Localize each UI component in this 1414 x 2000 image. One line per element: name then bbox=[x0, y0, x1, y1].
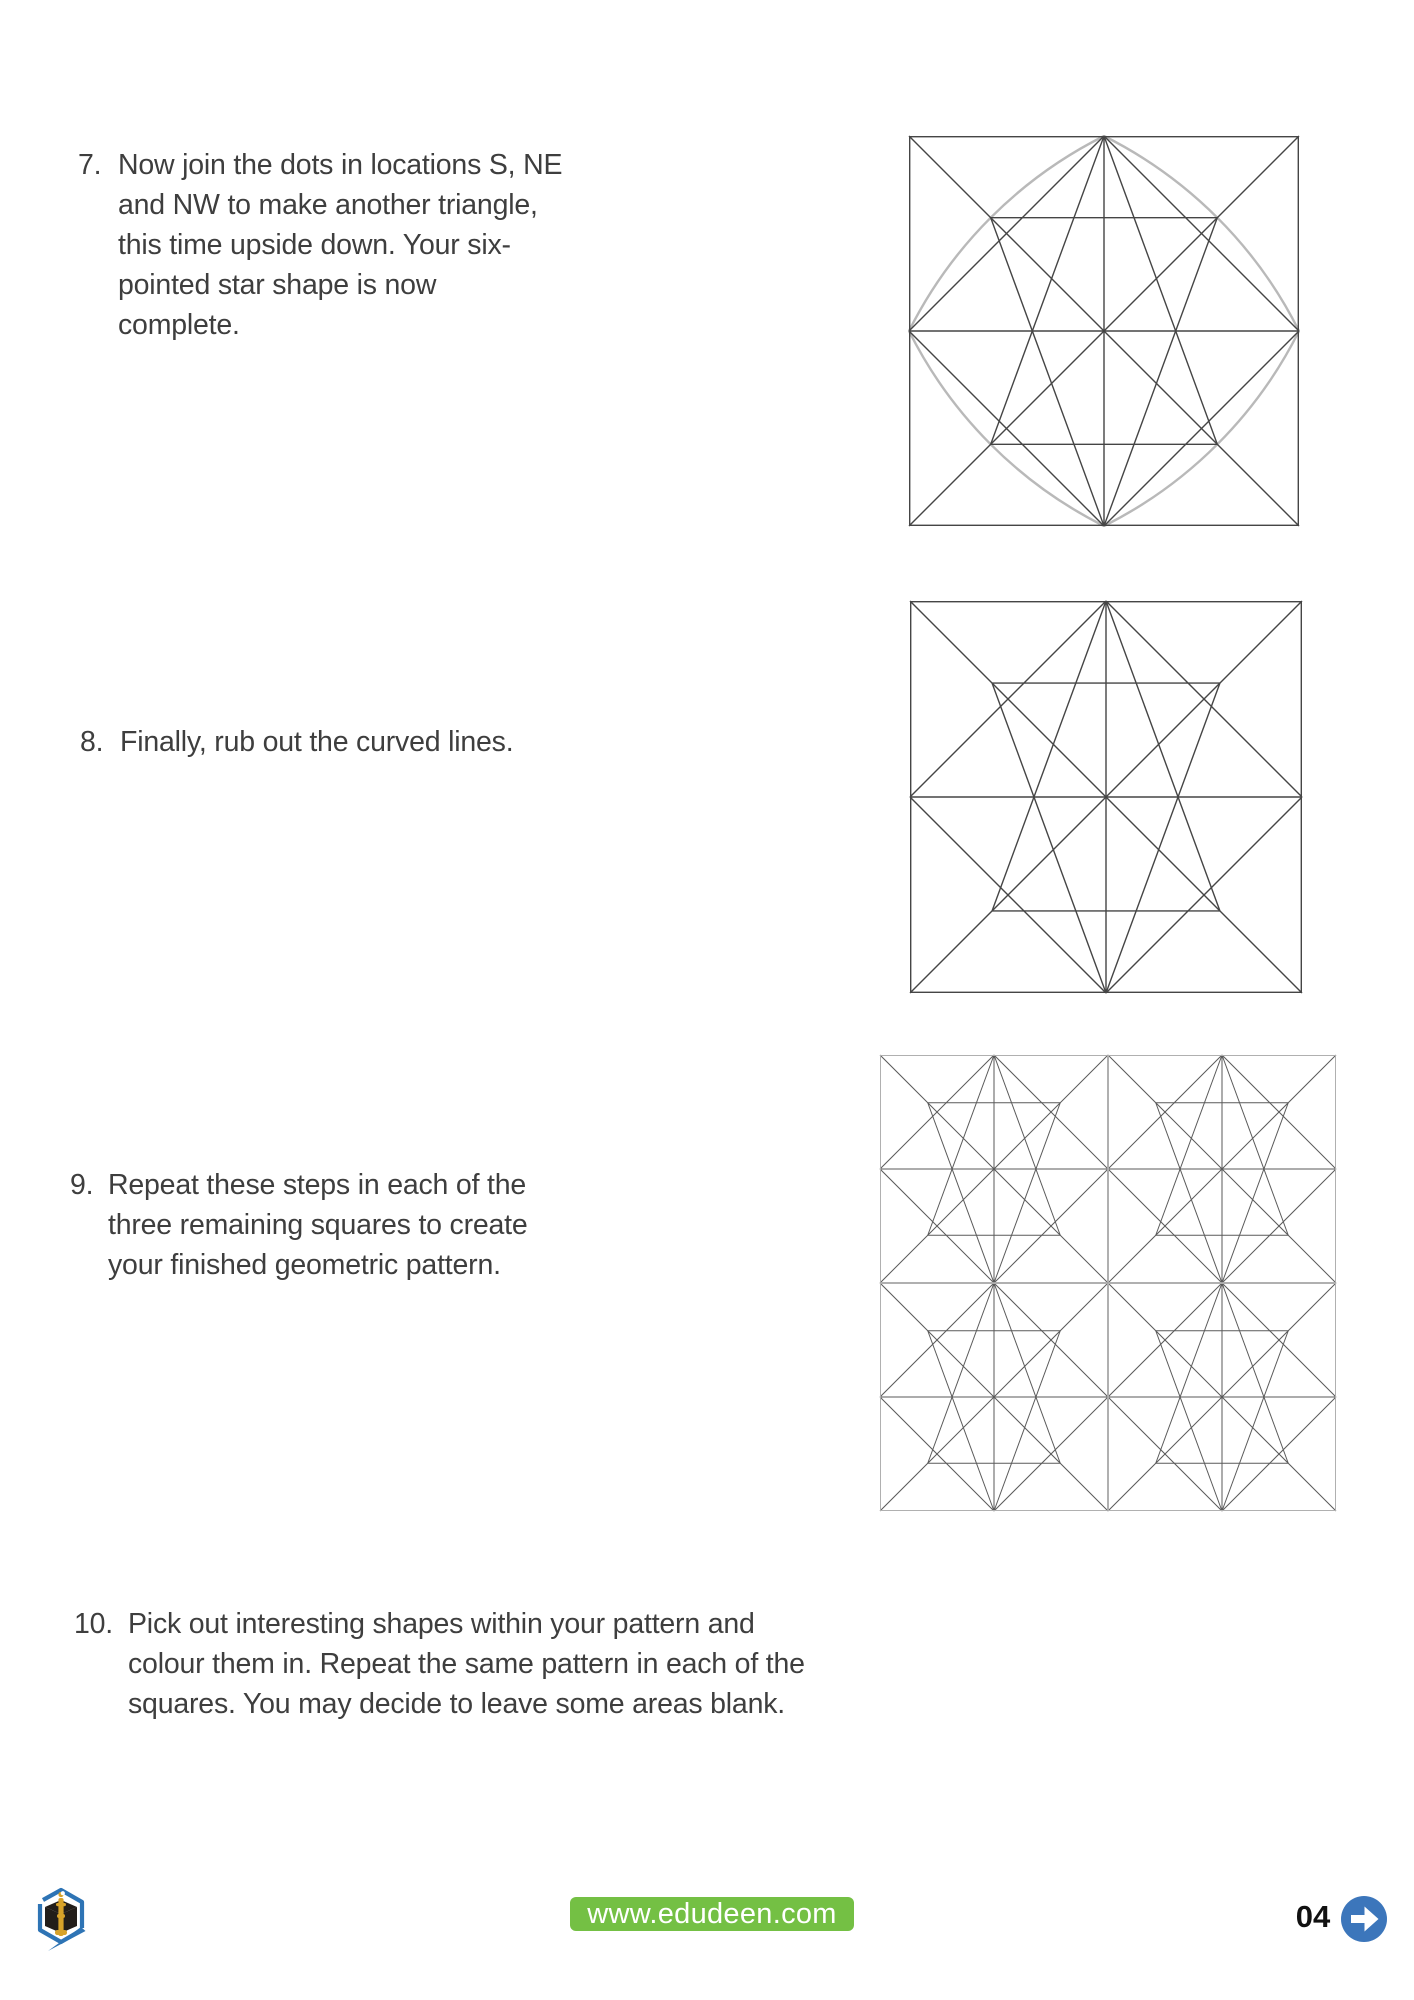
step-9-number: 9. bbox=[70, 1169, 94, 1201]
diagram-star-clean bbox=[910, 601, 1302, 993]
diagram-star-with-arcs bbox=[909, 136, 1299, 526]
step-7 bbox=[78, 145, 562, 345]
step-7-line: and NW to make another triangle, bbox=[118, 189, 538, 221]
step-9-line: three remaining squares to create bbox=[108, 1209, 528, 1241]
step-7-line: this time upside down. Your six- bbox=[118, 229, 511, 261]
step-7-line: complete. bbox=[118, 309, 240, 341]
page-number: 04 bbox=[1295, 1899, 1331, 1934]
step-9-line: your finished geometric pattern. bbox=[108, 1249, 501, 1281]
logo-crescent-cut bbox=[61, 1891, 65, 1895]
step-7-line: Now join the dots in locations S, NE bbox=[118, 149, 563, 181]
step-8-number: 8. bbox=[80, 726, 104, 758]
step-7-number: 7. bbox=[78, 149, 102, 181]
logo-minaret-base bbox=[55, 1930, 67, 1935]
logo-minaret-band bbox=[56, 1903, 66, 1906]
step-10-line: colour them in. Repeat the same pattern in each of the bbox=[128, 1648, 805, 1680]
diagram-pattern-grid bbox=[880, 1055, 1336, 1511]
arrow-right-icon bbox=[1341, 1896, 1387, 1942]
website-link[interactable] bbox=[570, 1897, 854, 1931]
step-9-line: Repeat these steps in each of the bbox=[108, 1169, 527, 1201]
edudeen-logo bbox=[33, 1886, 89, 1952]
website-url-text: www.edudeen.com bbox=[587, 1897, 837, 1930]
step-7-line: pointed star shape is now bbox=[118, 269, 437, 301]
step-10-line: Pick out interesting shapes within your pattern and bbox=[128, 1608, 755, 1640]
step-8 bbox=[80, 722, 513, 762]
step-10-line: squares. You may decide to leave some areas blank. bbox=[128, 1688, 785, 1720]
step-10 bbox=[74, 1604, 805, 1724]
step-8-line: Finally, rub out the curved lines. bbox=[120, 726, 514, 758]
logo-minaret-band bbox=[57, 1914, 65, 1918]
next-page-button[interactable] bbox=[1341, 1896, 1387, 1942]
step-10-number: 10. bbox=[74, 1608, 114, 1640]
step-9 bbox=[70, 1165, 528, 1285]
